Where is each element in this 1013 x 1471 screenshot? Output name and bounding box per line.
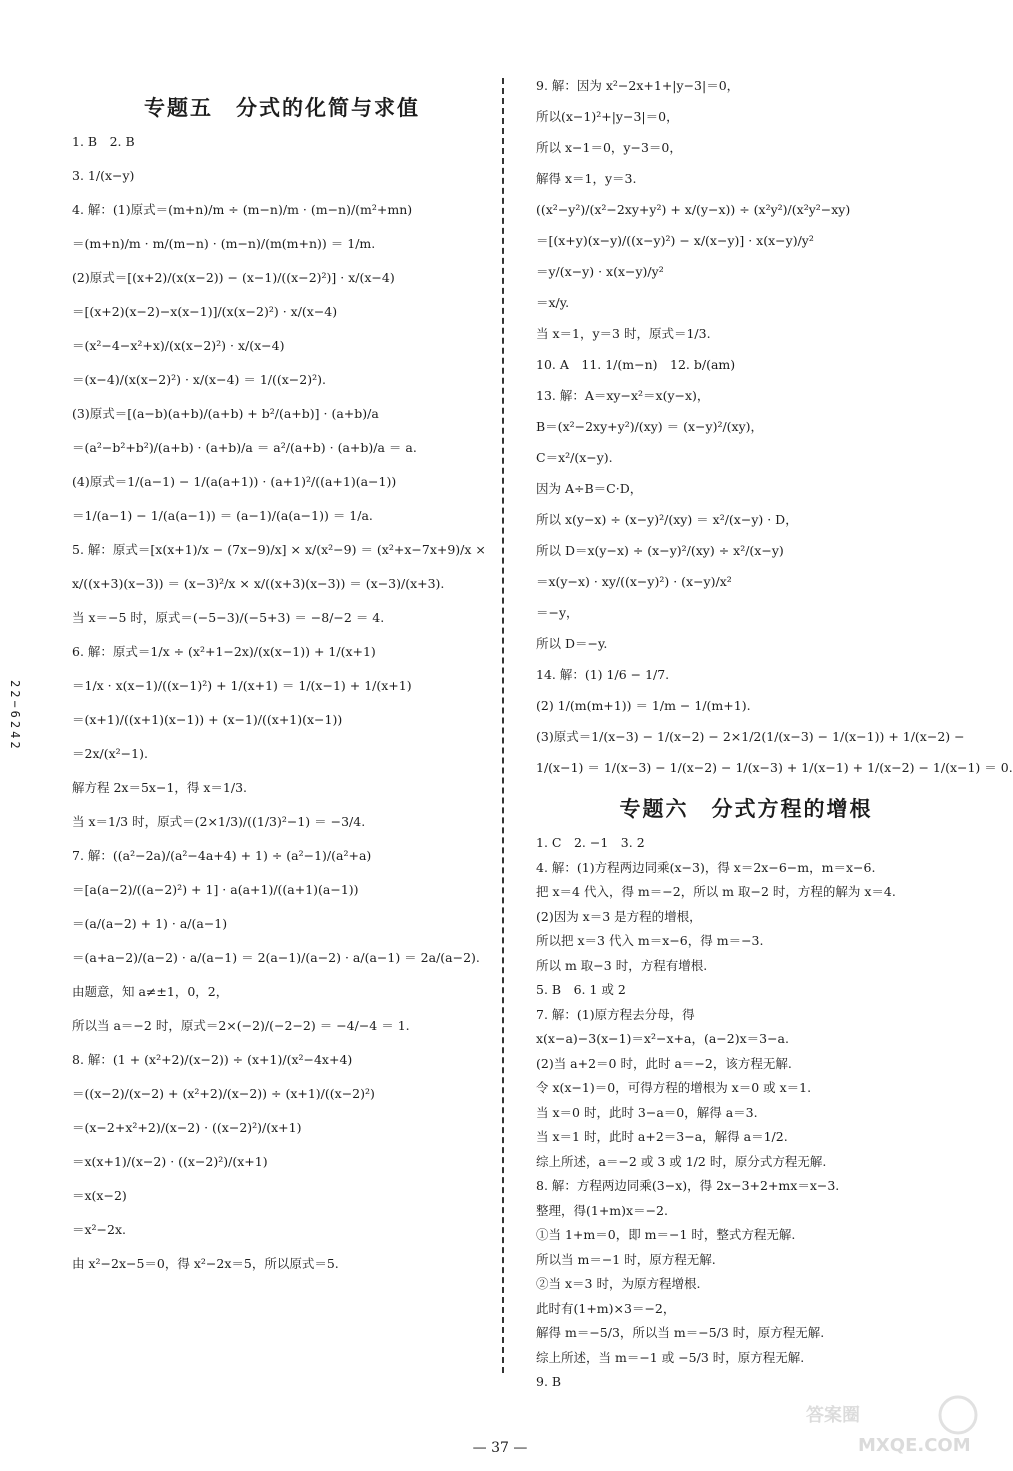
right-solution-6-line: ②当 x＝3 时，为原方程增根. <box>536 1276 701 1291</box>
left-solution-line: ＝(a/(a−2) + 1) · a/(a−1) <box>72 916 228 931</box>
right-solution-6-line: ①当 1+m＝0，即 m＝−1 时，整式方程无解. <box>536 1227 796 1242</box>
left-solution-line: ＝x²−2x. <box>72 1222 127 1237</box>
margin-code: 22−6242 <box>8 680 22 752</box>
watermark-icon <box>798 1389 988 1459</box>
right-solution-6-line: 此时有(1+m)×3＝−2， <box>536 1300 676 1316</box>
right-solution-line: 9. 解：因为 x²−2x+1+|y−3|＝0， <box>536 78 740 93</box>
right-solution-6-line: 1. C 2. −1 3. 2 <box>536 835 645 850</box>
left-solution-line: 8. 解：(1 + (x²+2)/(x−2)) ÷ (x+1)/(x²−4x+4) <box>72 1052 353 1067</box>
right-solution-line: 所以 D＝x(y−x) ÷ (x−y)²/(xy) ÷ x²/(x−y) <box>536 543 784 558</box>
left-solutions <box>72 136 492 1271</box>
left-solution-line: ＝(x+1)/((x+1)(x−1)) + (x−1)/((x+1)(x−1)) <box>72 712 343 727</box>
watermark-top-text: 答案圈 <box>806 1405 860 1426</box>
left-solution-line: ＝[(x+2)(x−2)−x(x−1)]/(x(x−2)²) · x/(x−4) <box>72 304 338 319</box>
right-solution-line: ＝[(x+y)(x−y)/((x−y)²) − x/(x−y)] · x(x−y)/y² <box>536 233 814 248</box>
right-solution-line: 解得 x＝1，y＝3. <box>536 171 637 186</box>
left-solution-line: ＝(x−2+x²+2)/(x−2) · ((x−2)²)/(x+1) <box>72 1120 302 1135</box>
left-solution-line: ＝x(x+1)/(x−2) · ((x−2)²)/(x+1) <box>72 1154 268 1169</box>
right-solution-line: 所以 D＝−y. <box>536 636 608 651</box>
right-solution-6-line: 当 x＝0 时，此时 3−a＝0，解得 a＝3. <box>536 1104 758 1120</box>
right-solution-line: 10. A 11. 1/(m−n) 12. b/(am) <box>536 357 736 372</box>
watermark-bottom-text: MXQE.COM <box>858 1435 971 1456</box>
right-solution-6-line: 所以当 m＝−1 时，原方程无解. <box>536 1251 716 1267</box>
left-solution-line: ＝(x²−4−x²+x)/(x(x−2)²) · x/(x−4) <box>72 338 285 353</box>
right-solution-6-line: 令 x(x−1)＝0，可得方程的增根为 x＝0 或 x＝1. <box>536 1080 812 1095</box>
right-solution-line: C＝x²/(x−y). <box>536 450 613 465</box>
right-solution-line: B＝(x²−2xy+y²)/(xy) ＝ (x−y)²/(xy)， <box>536 419 764 434</box>
right-solution-line: 当 x＝1，y＝3 时，原式＝1/3. <box>536 326 711 341</box>
left-solution-line: (3)原式＝[(a−b)(a+b)/(a+b) + b²/(a+b)] · (a+b)/a <box>72 406 379 421</box>
right-solution-line: ＝y/(x−y) · x(x−y)/y² <box>536 264 664 279</box>
left-solution-line: 1. B 2. B <box>72 134 135 149</box>
right-solution-line: (3)原式＝1/(x−3) − 1/(x−2) − 2×1/2(1/(x−3) − 1/(x−1)) + 1/(x−2) − <box>536 729 965 744</box>
right-solution-line: 所以(x−1)²+|y−3|＝0， <box>536 109 679 124</box>
right-solution-6-line: 解得 m＝−5/3，所以当 m＝−5/3 时，原方程无解. <box>536 1325 825 1340</box>
right-solution-6-line: 把 x＝4 代入，得 m＝−2，所以 m 取−2 时，方程的解为 x＝4. <box>536 884 896 899</box>
right-solution-line: 因为 A÷B＝C·D， <box>536 481 643 496</box>
right-solution-line: (2) 1/(m(m+1)) ＝ 1/m − 1/(m+1). <box>536 698 751 713</box>
right-solution-6-line: 综上所述，a＝−2 或 3 或 1/2 时，原分式方程无解. <box>536 1153 827 1169</box>
left-solution-line: 6. 解：原式＝1/x ÷ (x²+1−2x)/(x(x−1)) + 1/(x+1) <box>72 644 376 659</box>
left-solution-line: 由 x²−2x−5＝0，得 x²−2x＝5，所以原式＝5. <box>72 1256 339 1271</box>
right-solution-6-line: 4. 解：(1)方程两边同乘(x−3)，得 x＝2x−6−m，m＝x−6. <box>536 859 876 875</box>
left-solution-line: ＝1/x · x(x−1)/((x−1)²) + 1/(x+1) ＝ 1/(x−1) + 1/(x+1) <box>72 678 412 693</box>
left-solution-line: 4. 解：(1)原式＝(m+n)/m ÷ (m−n)/m · (m−n)/(m²+mn) <box>72 202 413 217</box>
right-solution-6-line: 5. B 6. 1 或 2 <box>536 982 626 997</box>
left-solution-line: ＝1/(a−1) − 1/(a(a−1)) ＝ (a−1)/(a(a−1)) ＝ 1/a. <box>72 508 373 523</box>
left-solution-line: (4)原式＝1/(a−1) − 1/(a(a+1)) · (a+1)²/((a+1)(a−1)) <box>72 474 397 489</box>
right-solution-6-line: 所以把 x＝3 代入 m＝x−6，得 m＝−3. <box>536 933 764 948</box>
left-solution-line: ＝(m+n)/m · m/(m−n) · (m−n)/(m(m+n)) ＝ 1/m. <box>72 236 376 251</box>
left-solution-line: (2)原式＝[(x+2)/(x(x−2)) − (x−1)/((x−2)²)] · x/(x−4) <box>72 270 395 285</box>
left-solution-line: 所以当 a＝−2 时，原式＝2×(−2)/(−2−2) ＝ −4/−4 ＝ 1. <box>72 1018 410 1033</box>
left-solution-line: 解方程 2x＝5x−1，得 x＝1/3. <box>72 780 248 795</box>
right-solution-6-line: (2)当 a+2＝0 时，此时 a＝−2，该方程无解. <box>536 1055 792 1071</box>
right-solution-6-line: x(x−a)−3(x−1)＝x²−x+a，(a−2)x＝3−a. <box>536 1031 789 1046</box>
right-solution-line: 所以 x(y−x) ÷ (x−y)²/(xy) ＝ x²/(x−y) · D， <box>536 512 798 527</box>
right-solution-6-line: 8. 解：方程两边同乘(3−x)，得 2x−3+2+mx＝x−3. <box>536 1178 840 1193</box>
right-solution-6-line: 9. B <box>536 1374 562 1389</box>
left-solution-line: 5. 解：原式＝[x(x+1)/x − (7x−9)/x] × x/(x²−9) ＝ (x²+x−7x+9)/x × <box>72 542 486 557</box>
right-solution-line: 14. 解：(1) 1/6 − 1/7. <box>536 667 670 682</box>
right-solution-line: ＝x/y. <box>536 295 570 310</box>
left-solution-line: ＝(x−4)/(x(x−2)²) · x/(x−4) ＝ 1/((x−2)²). <box>72 372 326 387</box>
right-solution-6-line: 7. 解：(1)原方程去分母，得 <box>536 1006 695 1022</box>
right-solutions-6 <box>536 837 956 1389</box>
right-solution-line: 13. 解：A＝xy−x²＝x(y−x)， <box>536 388 710 403</box>
right-solution-6-line: 当 x＝1 时，此时 a+2＝3−a，解得 a＝1/2. <box>536 1129 788 1144</box>
right-solution-6-line: 整理，得(1+m)x＝−2. <box>536 1202 668 1218</box>
left-solution-line: 当 x＝1/3 时，原式＝(2×1/3)/((1/3)²−1) ＝ −3/4. <box>72 814 366 829</box>
left-solution-line: x/((x+3)(x−3)) ＝ (x−3)²/x × x/((x+3)(x−3)) ＝ (x−3)/(x+3). <box>72 576 445 591</box>
left-solution-line: ＝(a²−b²+b²)/(a+b) · (a+b)/a ＝ a²/(a+b) · (a+b)/a ＝ a. <box>72 440 417 455</box>
watermark-logo <box>798 1389 988 1459</box>
right-solution-6-line: (2)因为 x＝3 是方程的增根， <box>536 908 702 924</box>
right-solution-line: 1/(x−1) ＝ 1/(x−3) − 1/(x−2) − 1/(x−3) + 1/(x−1) + 1/(x−2) − 1/(x−1) ＝ 0. <box>536 760 1013 775</box>
left-solution-line: 3. 1/(x−y) <box>72 168 135 183</box>
left-solution-line: 7. 解：((a²−2a)/(a²−4a+4) + 1) ÷ (a²−1)/(a²+a) <box>72 848 372 863</box>
section-title-6: 专题六 分式方程的增根 <box>619 797 873 821</box>
left-solution-line: ＝[a(a−2)/((a−2)²) + 1] · a(a+1)/((a+1)(a−1)) <box>72 882 359 897</box>
right-solution-line: ((x²−y²)/(x²−2xy+y²) + x/(y−x)) ÷ (x²y²)/(x²y²−xy) <box>536 202 851 217</box>
left-solution-line: ＝x(x−2) <box>72 1188 127 1203</box>
left-column <box>72 80 492 1292</box>
right-column <box>536 78 1013 1401</box>
left-solution-line: 由题意，知 a≠±1，0，2， <box>72 984 229 999</box>
right-solutions <box>536 78 1013 775</box>
left-solution-line: 当 x＝−5 时，原式＝(−5−3)/(−5+3) ＝ −8/−2 ＝ 4. <box>72 610 385 625</box>
left-solution-line: ＝(a+a−2)/(a−2) · a/(a−1) ＝ 2(a−1)/(a−2) · a/(a−1) ＝ 2a/(a−2). <box>72 950 480 965</box>
right-solution-6-line: 综上所述，当 m＝−1 或 −5/3 时，原方程无解. <box>536 1349 805 1365</box>
column-divider <box>502 78 504 1373</box>
section-title-5: 专题五 分式的化简与求值 <box>144 96 420 120</box>
right-solution-6-line: 所以 m 取−3 时，方程有增根. <box>536 957 708 973</box>
right-solution-line: 所以 x−1＝0，y−3＝0， <box>536 140 682 155</box>
left-solution-line: ＝2x/(x²−1). <box>72 746 148 761</box>
right-solution-line: ＝x(y−x) · xy/((x−y)²) · (x−y)/x² <box>536 574 732 589</box>
left-solution-line: ＝((x−2)/(x−2) + (x²+2)/(x−2)) ÷ (x+1)/((x−2)²) <box>72 1086 375 1101</box>
page-number: — 37 — <box>472 1440 528 1456</box>
right-solution-line: ＝−y， <box>536 605 579 620</box>
